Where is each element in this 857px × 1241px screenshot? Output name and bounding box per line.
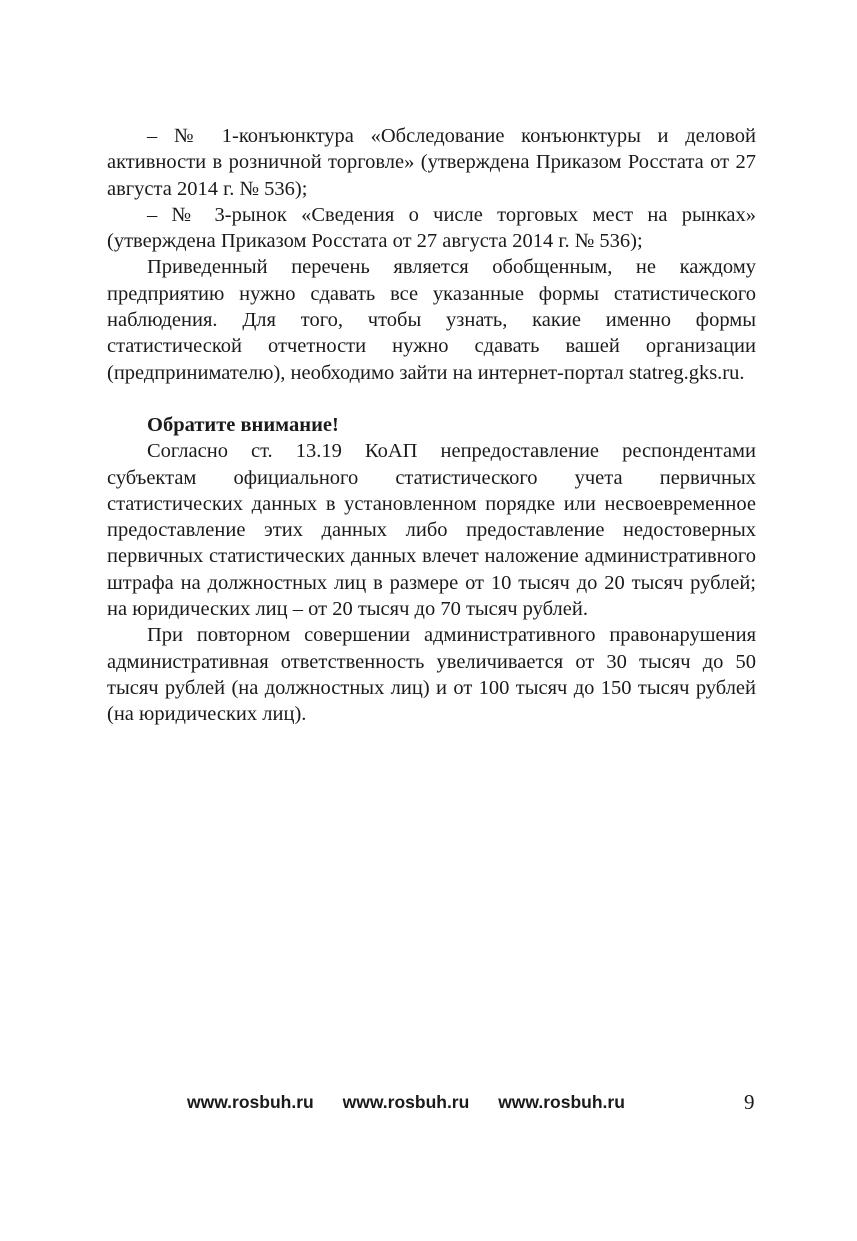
- page-body: [107, 123, 756, 728]
- footer-link-rosbuh[interactable]: www.rosbuh.ru: [498, 1092, 625, 1112]
- list-item-form-1-konyunktura: – № 1-конъюнктура «Обследование конъюнктуры и деловой активности в розничной торговле» (утверждена Приказом Росстата от 27 августа 2014 г. № 536);: [107, 125, 756, 200]
- footer-links: [187, 1092, 625, 1113]
- page-footer: [0, 1092, 857, 1122]
- page-number: 9: [744, 1090, 755, 1114]
- section-gap: [107, 386, 756, 412]
- paragraph-forms-summary: Приведенный перечень является обобщенным, не каждому предприятию нужно сдавать все указанные формы статистического наблюдения. Для того, чтобы узнать, какие именно формы статистической отчетности нужно сдавать вашей организации (предпринимателю), необходимо зайти на интернет-портал statreg.gks.ru.: [107, 256, 756, 384]
- footer-link-rosbuh[interactable]: www.rosbuh.ru: [187, 1092, 314, 1112]
- footer-link-rosbuh[interactable]: www.rosbuh.ru: [342, 1092, 470, 1112]
- paragraph-koap-fines: Согласно ст. 13.19 КоАП непредоставление респондентами субъектам официального статистического учета первичных статистических данных в установленном порядке или несвоевременное предоставление этих данных либо предоставление недостоверных первичных статистических данных влечет наложение административного штрафа на должностных лиц в размере от 10 тысяч до 20 тысяч рублей; на юридических лиц – от 20 тысяч до 70 тысяч рублей.: [107, 440, 756, 621]
- notice-heading: Обратите внимание!: [147, 413, 339, 436]
- list-item-form-3-rynok: – № 3-рынок «Сведения о числе торговых мест на рынках» (утверждена Приказом Росстата от 27 августа 2014 г. № 536);: [107, 203, 756, 253]
- paragraph-repeat-violation: При повторном совершении административного правонарушения административная ответственность увеличивается от 30 тысяч до 50 тысяч рублей (на должностных лиц) и от 100 тысяч до 150 тысяч рублей (на юридических лиц).: [107, 624, 756, 726]
